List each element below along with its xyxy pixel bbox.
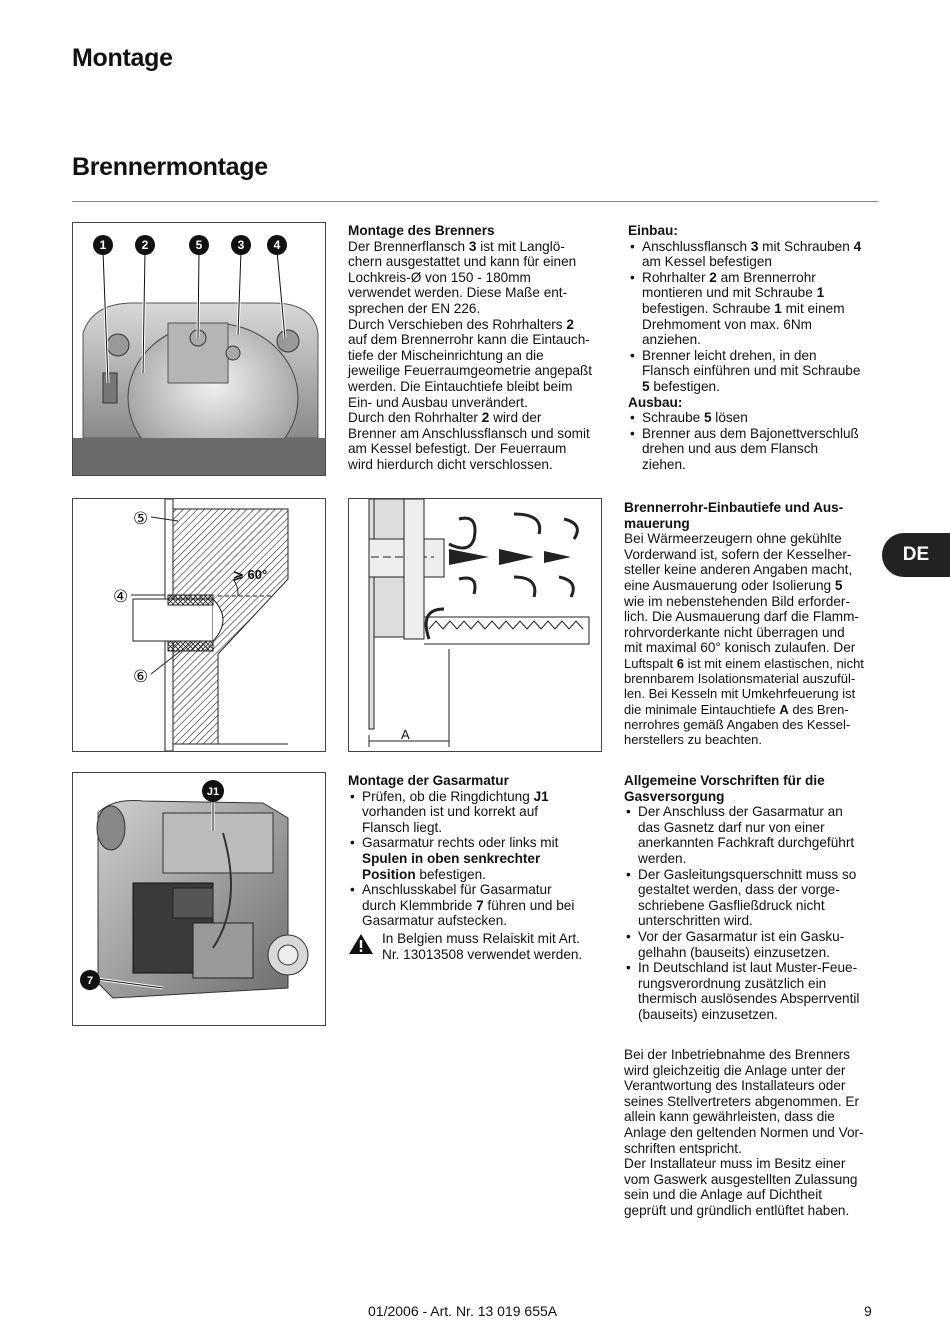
list-item: • Prüfen, ob die Ringdichtung J1 vorhanden ist und korrekt auf Flansch liegt.: [348, 789, 608, 836]
callout-7: 7: [86, 975, 94, 987]
bold-ref: 2: [709, 269, 717, 285]
bullet-list: [348, 789, 608, 929]
footer-article-number: 01/2006 - Art. Nr. 13 019 655A: [368, 1303, 558, 1319]
bold-ref: 2: [566, 316, 574, 332]
section-title-line1: Allgemeine Vorschriften für die: [624, 773, 825, 788]
bold-ref: 1: [816, 285, 825, 301]
section-inbetriebnahme: [624, 1047, 884, 1219]
paragraph: Der Brennerflansch 3 ist mit Langlö- chern ausgestattet und kann für einen Lochkreis-Ø von 150 - 180mm verwendet werden. Diese Maße ent- sprechen der EN 226. Durch Verschieben des Rohrhalters 2 auf dem Brennerrohr kann die Eintauch- tiefe der Mischeinrichtung an die jeweilige Feuerraumgeometrie angepaßt werden. Die Eintauchtiefe bleibt beim Ein- und Ausbau unverändert. Durch den Rohrhalter 2 wird der Brenner am Anschlussflansch und somit am Kessel befestigt. Der Feuerraum wird hierdurch dicht verschlossen.: [348, 238, 593, 472]
bold-ref: 1: [774, 300, 782, 316]
section-title: Montage des Brenners: [348, 223, 495, 238]
list-item: • Der Gasleitungsquerschnitt muss so gestaltet werden, dass der vorge- schriebene Gasfließdruck nicht unterschritten wird.: [624, 867, 884, 929]
section-einbau: [628, 223, 883, 473]
divider: [72, 201, 878, 202]
bold-ref: Spulen in oben senkrechter: [362, 850, 541, 866]
section-heading: Brennermontage: [72, 153, 268, 181]
bold-ref: 5: [703, 410, 712, 426]
callout-1: 1: [99, 238, 107, 252]
bold-ref: J1: [533, 788, 549, 804]
list-item: • Schraube 5 lösen: [628, 410, 883, 426]
bullet-list: [624, 804, 884, 1022]
callout-5: 5: [195, 238, 203, 252]
figure-burner-flange: [72, 222, 326, 476]
paragraph: Bei Wärmeerzeugern ohne gekühlte Vorderwand ist, sofern der Kesselher- steller keine anderen Angaben macht, eine Ausmauerung oder Isolierung 5 wie im nebenstehenden Bild erforder- lich. Die Ausmauerung darf die Flamm- rohrvorderkante nicht überragen und mit maximal 60° konisch zulaufen. Der: [624, 531, 859, 656]
section-einbautiefe: [624, 500, 884, 747]
section-title-line2: mauerung: [624, 515, 690, 531]
language-tab: DE: [882, 533, 950, 577]
section-title: Ausbau:: [628, 394, 683, 410]
callout-5-lining: ⑤: [133, 509, 149, 529]
list-item: • Anschlusskabel für Gasarmatur durch Klemmbride 7 führen und bei Gasarmatur aufstecken.: [348, 882, 608, 929]
bold-ref: 3: [468, 238, 477, 254]
warning-icon: [348, 933, 374, 955]
figure-reverse-flame: [348, 498, 602, 752]
page-heading: Montage: [72, 44, 173, 72]
callout-2: 2: [141, 238, 149, 252]
angle-label: ⩾ 60°: [233, 567, 268, 582]
bold-ref: 3: [750, 238, 759, 254]
list-item: • Vor der Gasarmatur ist ein Gasku- gelhahn (bauseits) einzusetzen.: [624, 929, 884, 960]
bold-ref: 4: [853, 238, 862, 254]
paragraph: Luftspalt 6 ist mit einem elastischen, nicht brennbarem Isolationsmaterial auszufül- len. Bei Kesseln mit Umkehrfeuerung ist die minimale Eintauchtiefe A des Bren- nerrohres gemäß Angaben des Kessel- herstellers zu beachten.: [624, 655, 864, 747]
list-item: • Gasarmatur rechts oder links mit Spulen in oben senkrechter Position befestigen.: [348, 835, 608, 882]
bold-ref: 5: [834, 577, 843, 593]
list-item: • Brenner aus dem Bajonettverschluß drehen und aus dem Flansch ziehen.: [628, 426, 883, 473]
list-item: • Anschlussflansch 3 mit Schrauben 4 am Kessel befestigen: [628, 239, 883, 270]
list-item: • Der Anschluss der Gasarmatur an das Gasnetz darf nur von einer anerkannten Fachkraft durchgeführt werden.: [624, 804, 884, 866]
section-gasarmatur: [348, 773, 608, 962]
bullet-list: [628, 410, 883, 472]
paragraph: Bei der Inbetriebnahme des Brenners wird gleichzeitig die Anlage unter der Verantwortung des Installateurs oder seines Stellvertreters abgenommen. Er allein kann gewährleisten, dass die Anlage den geltenden Normen und Vor- schriften entspricht. Der Installateur muss im Besitz einer vom Gaswerk ausgestellten Zulassung sein und die Anlage auf Dichtheit geprüft und gründlich entlüftet haben.: [624, 1047, 864, 1218]
bold-ref: 6: [676, 655, 684, 671]
section-title: Einbau:: [628, 223, 678, 238]
bold-ref: 7: [476, 897, 484, 913]
bold-ref: A: [779, 701, 789, 717]
list-item: • Brenner leicht drehen, in den Flansch einführen und mit Schraube 5 befestigen.: [628, 348, 883, 395]
bold-ref: 5: [642, 378, 650, 394]
page-number: 9: [864, 1303, 872, 1319]
figure-refractory-lining: [72, 498, 326, 752]
callout-j1: J1: [206, 786, 220, 798]
warning-text: In Belgien muss Relaiskit mit Art. Nr. 13013508 verwendet werden.: [382, 930, 583, 962]
bullet-list: [628, 239, 883, 395]
dimension-a-label: A: [401, 727, 410, 742]
section-montage-brenner: [348, 223, 608, 473]
list-item: • In Deutschland ist laut Muster-Feue- rungsverordnung zusätzlich ein thermisch auslösendes Absperrventil (bauseits) einzusetzen.: [624, 960, 884, 1022]
callout-4-flange: ④: [113, 587, 129, 607]
callout-3: 3: [237, 238, 245, 252]
list-item: • Rohrhalter 2 am Brennerrohr montieren und mit Schraube 1 befestigen. Schraube 1 mit einem Drehmoment von max. 6Nm anziehen.: [628, 270, 883, 348]
callout-6-gap: ⑥: [133, 667, 149, 687]
figure-gas-valve: [72, 772, 326, 1026]
bold-ref: Position: [362, 866, 416, 882]
bold-ref: 2: [481, 410, 490, 426]
section-title-line1: Brennerrohr-Einbautiefe und Aus-: [624, 500, 844, 515]
section-vorschriften: [624, 773, 884, 1023]
section-title: Montage der Gasarmatur: [348, 773, 509, 788]
warning-note: [348, 931, 608, 962]
section-title-line2: Gasversorgung: [624, 788, 725, 804]
callout-4: 4: [273, 238, 281, 252]
